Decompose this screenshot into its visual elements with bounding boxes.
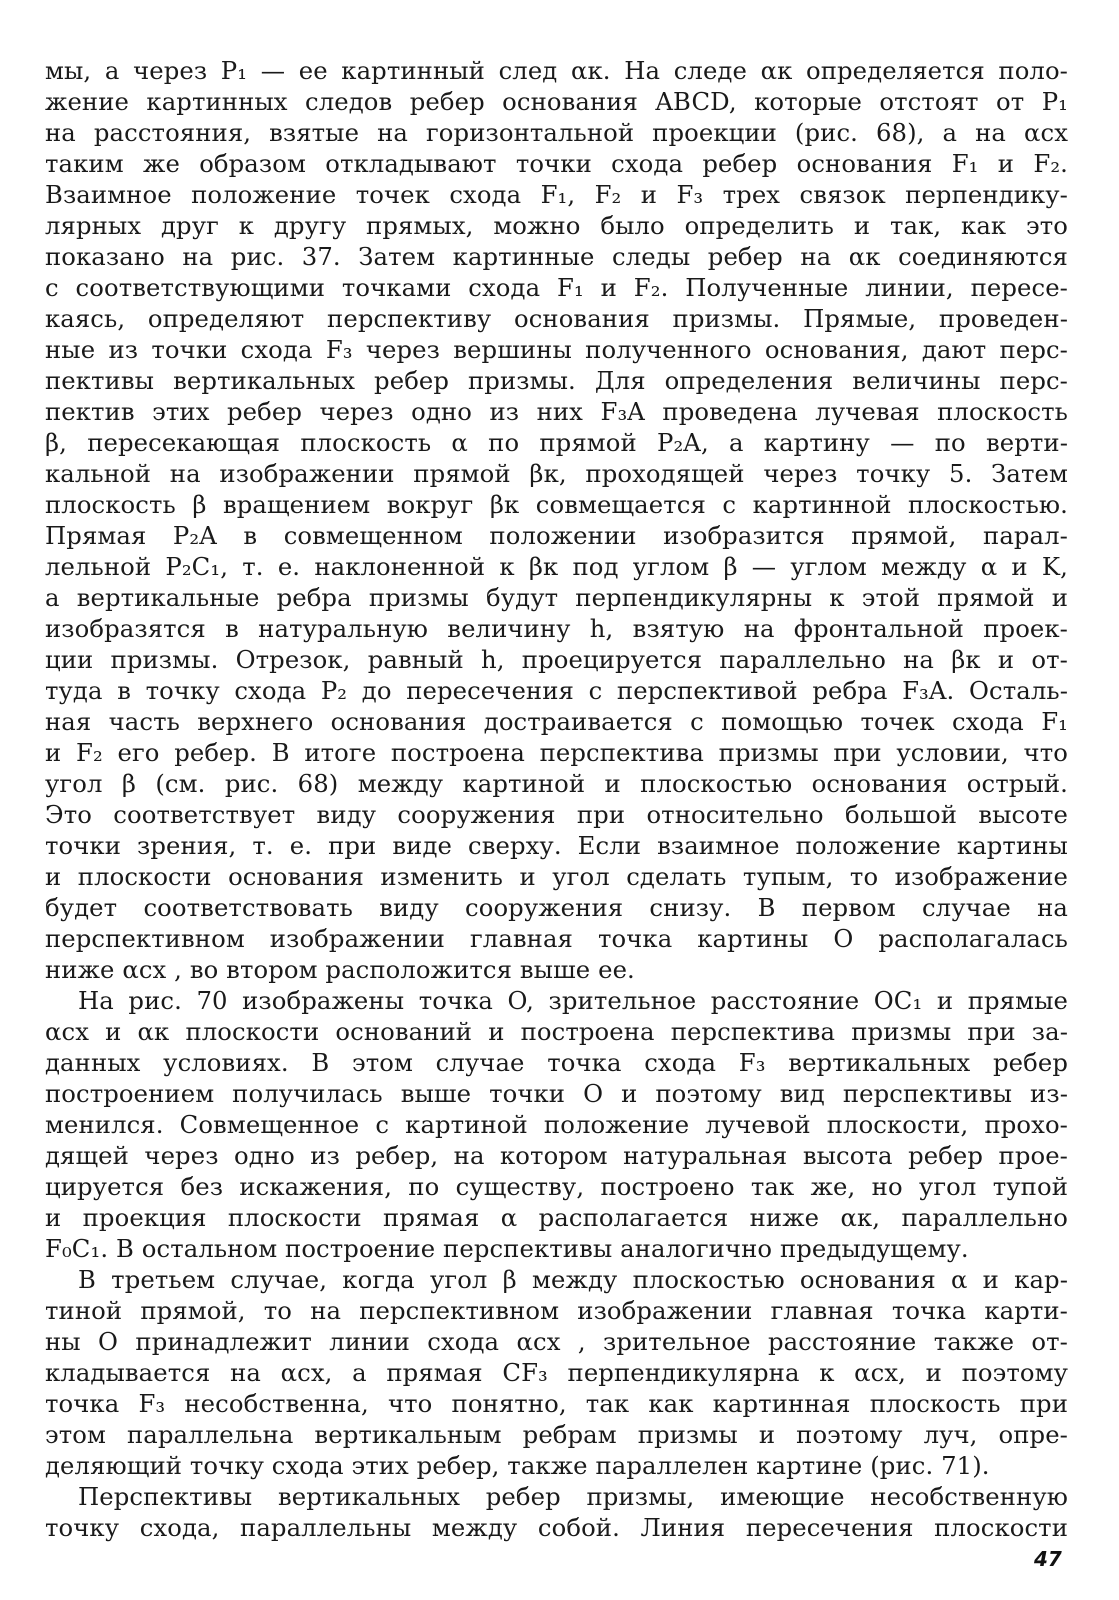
- text-line: на расстояния, взятые на горизонтальной проекции (рис. 68), а на αсх: [45, 118, 1068, 147]
- text-line: лельной P₂C₁, т. е. наклоненной к βк под углом β — углом между α и K,: [45, 552, 1068, 581]
- text-line: ции призмы. Отрезок, равный h, проецируется параллельно на βк и от-: [45, 645, 1068, 674]
- text-line: мы, а через P₁ — ее картинный след αк. На следе αк определяется поло-: [45, 56, 1068, 85]
- text-line: На рис. 70 изображены точка O, зрительное расстояние OC₁ и прямые: [78, 986, 1068, 1015]
- text-line: деляющий точку схода этих ребер, также параллелен картине (рис. 71).: [45, 1451, 990, 1480]
- text-line: таким же образом откладывают точки схода ребер основания F₁ и F₂.: [45, 149, 1068, 178]
- text-line: будет соответствовать виду сооружения снизу. В первом случае на: [45, 893, 1068, 922]
- text-line: и проекция плоскости прямая α располагается ниже αк, параллельно: [45, 1203, 1068, 1232]
- text-line: ная часть верхнего основания достраивается с помощью точек схода F₁: [45, 707, 1068, 736]
- text-line: и плоскости основания изменить и угол сделать тупым, то изображение: [45, 862, 1068, 891]
- text-line: Взаимное положение точек схода F₁, F₂ и F₃ трех связок перпендику-: [45, 180, 1068, 209]
- text-line: угол β (см. рис. 68) между картиной и плоскостью основания острый.: [45, 769, 1068, 798]
- paragraph: [45, 985, 1068, 1264]
- text-line: F₀C₁. В остальном построение перспективы аналогично предыдущему.: [45, 1234, 969, 1263]
- text-line: дящей через одно из ребер, на котором натуральная высота ребер прое-: [45, 1141, 1068, 1170]
- text-line: а вертикальные ребра призмы будут перпендикулярны к этой прямой и: [45, 583, 1068, 612]
- text-line: цируется без искажения, по существу, построено так же, но угол тупой: [45, 1172, 1068, 1201]
- text-line: жение картинных следов ребер основания ABCD, которые отстоят от P₁: [45, 87, 1068, 116]
- text-line: ны O принадлежит линии схода αсх , зрительное расстояние также от-: [45, 1327, 1068, 1356]
- text-line: кладывается на αсх, а прямая CF₃ перпендикулярна к αсх, и поэтому: [45, 1358, 1068, 1387]
- text-line: изобразятся в натуральную величину h, взятую на фронтальной проек-: [45, 614, 1068, 643]
- text-line: тиной прямой, то на перспективном изображении главная точка карти-: [45, 1296, 1068, 1325]
- text-line: построением получилась выше точки O и поэтому вид перспективы из-: [45, 1079, 1068, 1108]
- text-line: показано на рис. 37. Затем картинные следы ребер на αк соединяются: [45, 242, 1068, 271]
- text-line: лярных друг к другу прямых, можно было определить и так, как это: [45, 211, 1068, 240]
- text-line: β, пересекающая плоскость α по прямой P₂A, а картину — по верти-: [45, 428, 1068, 457]
- text-line: плоскость β вращением вокруг βк совмещается с картинной плоскостью.: [45, 490, 1068, 519]
- paragraph: [45, 55, 1068, 985]
- text-line: пектив этих ребер через одно из них F₃A проведена лучевая плоскость: [45, 397, 1068, 426]
- text-line: точка F₃ несобственна, что понятно, так как картинная плоскость при: [45, 1389, 1068, 1418]
- text-line: точки зрения, т. е. при виде сверху. Если взаимное положение картины: [45, 831, 1068, 860]
- text-line: кальной на изображении прямой βк, проходящей через точку 5. Затем: [45, 459, 1068, 488]
- text-line: αсх и αк плоскости оснований и построена перспектива призмы при за-: [45, 1017, 1068, 1046]
- page-number: 47: [1034, 1547, 1062, 1571]
- text-line: ниже αсх , во втором расположится выше ее.: [45, 955, 635, 984]
- text-line: перспективном изображении главная точка картины O располагалась: [45, 924, 1068, 953]
- text-line: данных условиях. В этом случае точка схода F₃ вертикальных ребер: [45, 1048, 1068, 1077]
- text-line: пективы вертикальных ребер призмы. Для определения величины перс-: [45, 366, 1068, 395]
- paragraph: [45, 1264, 1068, 1481]
- text-line: Прямая P₂A в совмещенном положении изобразится прямой, парал-: [45, 521, 1068, 550]
- text-line: Перспективы вертикальных ребер призмы, имеющие несобственную: [78, 1482, 1068, 1511]
- paragraph: [45, 1481, 1068, 1543]
- text-line: Это соответствует виду сооружения при относительно большой высоте: [45, 800, 1068, 829]
- text-line: туда в точку схода P₂ до пересечения с перспективой ребра F₃A. Осталь-: [45, 676, 1068, 705]
- page-body: [45, 55, 1068, 1543]
- text-line: В третьем случае, когда угол β между плоскостью основания α и кар-: [78, 1265, 1068, 1294]
- text-line: с соответствующими точками схода F₁ и F₂. Полученные линии, пересе-: [45, 273, 1068, 302]
- text-line: менился. Совмещенное с картиной положение лучевой плоскости, прохо-: [45, 1110, 1068, 1139]
- text-line: точку схода, параллельны между собой. Линия пересечения плоскости: [45, 1513, 1068, 1542]
- text-line: ные из точки схода F₃ через вершины полученного основания, дают перс-: [45, 335, 1068, 364]
- text-line: этом параллельна вертикальным ребрам призмы и поэтому луч, опре-: [45, 1420, 1068, 1449]
- text-line: и F₂ его ребер. В итоге построена перспектива призмы при условии, что: [45, 738, 1068, 767]
- text-line: каясь, определяют перспективу основания призмы. Прямые, проведен-: [45, 304, 1068, 333]
